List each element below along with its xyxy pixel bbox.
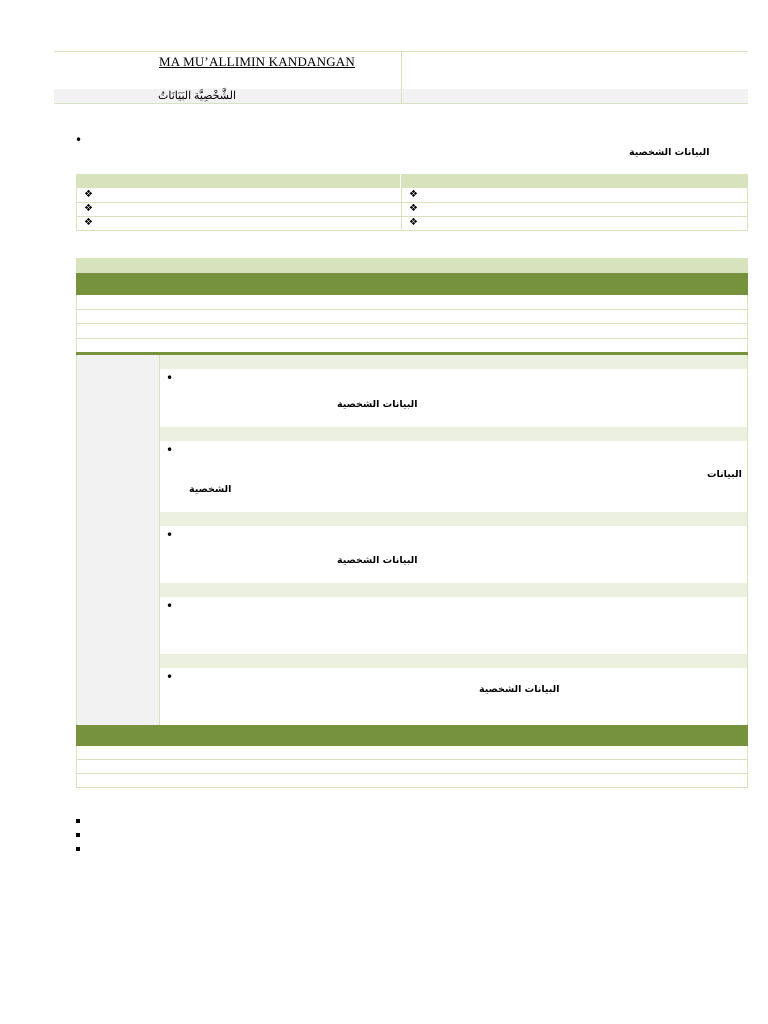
diamond-bullet: ❖ [84,189,93,200]
square-bullet [76,847,80,851]
lesson-bottom-border [76,787,748,788]
step2-word-personal: الشخصية [189,484,232,495]
objectives-table-header [76,174,748,188]
step2-word-data: البيانات [707,469,742,480]
school-name: MA MU’ALLIMIN KANDANGAN [159,54,355,69]
step-bullet: • [166,599,174,613]
objectives-left-border [76,174,77,231]
header-subtitle: الشَّخْصِيَّة البَيَانَاتُ [158,90,236,102]
step-bullet: • [166,670,174,684]
lesson-side-border [159,355,160,725]
intro-personal-data: البيانات الشخصية [629,147,710,158]
step1-personal-data: البيانات الشخصية [337,399,418,410]
objectives-mid-border [401,174,402,231]
lesson-dark-header [76,273,748,295]
lesson-row-line [76,773,748,774]
lesson-row-line [76,323,748,324]
diamond-bullet: ❖ [84,217,93,228]
step-band [160,583,747,597]
objectives-row-line [76,230,748,231]
step5-personal-data: البيانات الشخصية [479,684,560,695]
step-band [160,512,747,526]
step-band [160,654,747,668]
step-band [160,355,747,369]
diamond-bullet: ❖ [409,217,418,228]
step-bullet: • [166,528,174,542]
step-bullet: • [166,443,174,457]
intro-bullet: • [75,133,83,147]
header-divider [401,51,402,104]
header-right-band [402,89,748,103]
lesson-row-line [76,759,748,760]
lesson-side-column [77,355,159,725]
square-bullet [76,819,80,823]
lesson-dark-footer [76,725,748,746]
step-band [160,427,747,441]
step-bullet: • [166,371,174,385]
diamond-bullet: ❖ [409,189,418,200]
step3-personal-data: البيانات الشخصية [337,555,418,566]
diamond-bullet: ❖ [84,203,93,214]
diamond-bullet: ❖ [409,203,418,214]
lesson-light-header [76,258,748,273]
lesson-row-line [76,338,748,339]
square-bullet [76,833,80,837]
objectives-right-border [747,174,748,231]
lesson-row-line [76,309,748,310]
